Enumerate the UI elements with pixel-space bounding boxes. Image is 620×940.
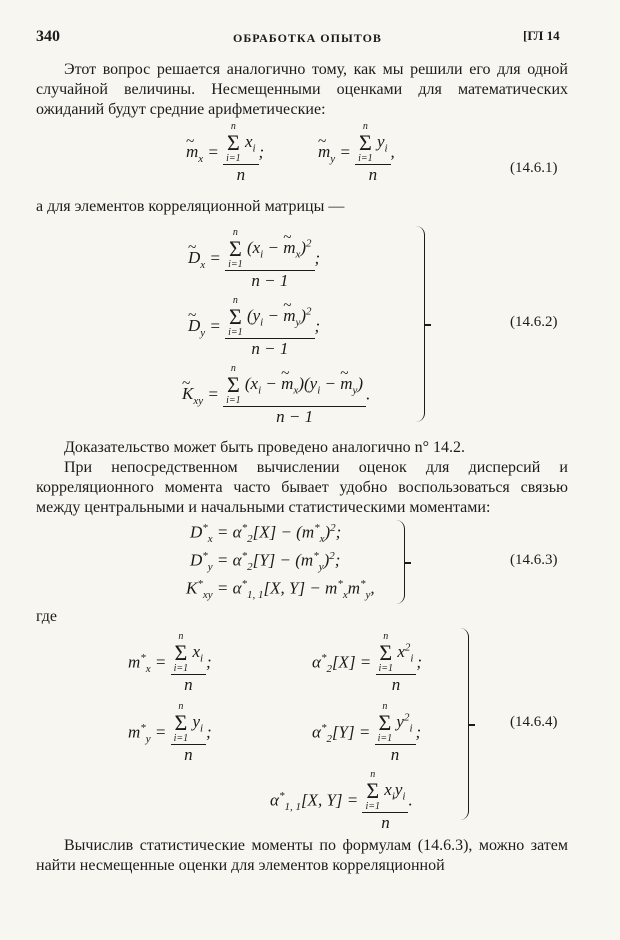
equation-number-14-6-3: (14.6.3) <box>510 552 558 568</box>
equation-Kxy-star: $K^*_{xy} = \alpha^*_{1, 1}[X$, $Y] - m^*_xm^*_y$, <box>186 578 375 602</box>
equation-alpha11-XY: $\alpha^*_{1, 1}[X$, Y] = n Σ i=1 $x_iy_i$ n . <box>270 769 413 832</box>
brace-14-6-2 <box>416 226 425 422</box>
equation-mx-tilde: ~ $m_x$ = n Σ i=1 $x_i$ n ; <box>186 122 264 185</box>
running-title: ОБРАБОТКА ОПЫТОВ <box>233 31 382 45</box>
brace-14-6-3 <box>396 520 405 604</box>
paragraph-intro: Этот вопрос решается аналогично тому, как мы решили его для одной случайной величины. Несмещенными оценками для математических ожиданий будут средние арифметические: <box>36 61 568 118</box>
equation-Dx-star: $D^*_x = \alpha^*_2[X] - (m^*_x)^2$; <box>190 522 342 546</box>
brace-14-6-4 <box>460 628 469 820</box>
equation-alpha2-Y: $\alpha^*_2[Y]$ = n Σ i=1 $y^2_i$ n ; <box>312 701 422 764</box>
paragraph-conclusion: Вычислив статистические моменты по формулам (14.6.3), можно затем найти несмещенные оценки для элементов корреляционной <box>36 837 568 874</box>
equation-number-14-6-1: (14.6.1) <box>510 160 558 176</box>
paragraph-proof: Доказательство может быть проведено аналогично n° 14.2. <box>64 439 466 456</box>
word-where: где <box>36 608 58 625</box>
chapter-marker: [ГЛ 14 <box>523 28 560 43</box>
equation-number-14-6-2: (14.6.2) <box>510 314 558 330</box>
equation-mx-star: $m^*_x$ = n Σ i=1 $x_i$ n ; <box>128 631 212 694</box>
page-number: 340 <box>36 28 60 45</box>
paragraph-direct-calc: При непосредственном вычислении оценок для дисперсий и корреляционного момента часто бывает удобно воспользоваться связью между центральными и начальными статистическими моментами: <box>36 459 568 516</box>
equation-Kxy-tilde: ~ $K_{xy}$ = n Σ i=1 ($x_i$ − ~ $m_x)(y_i$ − ~ $m_y$) n − 1 . <box>182 364 370 427</box>
paragraph-matrix-intro: а для элементов корреляционной матрицы — <box>36 198 345 215</box>
equation-Dy-tilde: ~ $D_y$ = n Σ i=1 ($y_i$ − ~ $m_y)^2$ n − 1 ; <box>188 296 320 359</box>
equation-my-star: $m^*_y$ = n Σ i=1 $y_i$ n ; <box>128 701 212 764</box>
equation-alpha2-X: $\alpha^*_2[X]$ = n Σ i=1 $x^2_i$ n ; <box>312 631 423 694</box>
equation-my-tilde: ~ $m_y$ = n Σ i=1 $y_i$ n , <box>318 122 395 185</box>
equation-Dx-tilde: ~ $D_x$ = n Σ i=1 ($x_i$ − ~ $m_x)^2$ n − 1 ; <box>188 228 320 291</box>
equation-number-14-6-4: (14.6.4) <box>510 714 558 730</box>
equation-Dy-star: $D^*_y = \alpha^*_2[Y] - (m^*_y)^2$; <box>190 550 341 574</box>
